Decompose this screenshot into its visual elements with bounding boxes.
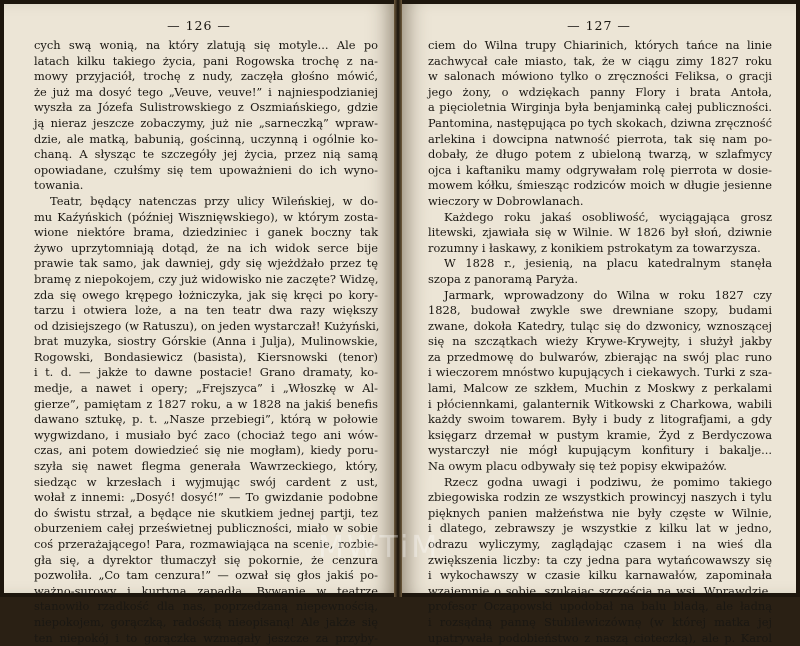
- text-line: i płóciennkami, galanternik Witkowski z Charkowa, wabili: [428, 396, 772, 411]
- right-page-text: [428, 38, 772, 646]
- text-line: jego żony, o wdziękach panny Flory i brata Antoła,: [428, 84, 772, 99]
- text-line: wieczory w Dobrowlanach.: [428, 193, 584, 208]
- text-line: i wieczorem mnóstwo kupujących i ciekawych. Turki z sza-: [428, 365, 772, 380]
- text-line: gierze”, pamiętam z 1827 roku, a w 1828 na jakiś benefis: [34, 396, 378, 411]
- text-line: W 1828 r., jesienią, na placu katedralnym stanęła: [444, 256, 772, 271]
- text-line: pozwoliła. „Co tam cenzura!” — ozwał się głos jakiś po-: [34, 568, 378, 583]
- text-line: odrazu wyliczymy, zaglądając czasem i na wieś dla: [428, 537, 772, 551]
- book-gutter: [394, 0, 402, 597]
- text-line: ciem do Wilna trupy Chiarinich, których tańce na linie: [428, 38, 772, 52]
- text-line: ten niepokój i to gorączka wzmagały jeszcze za przyby-: [34, 630, 378, 645]
- text-line: za przedmowę do bulwarów, zbierając na swój plac runo: [428, 349, 772, 364]
- text-line: gła się, a dyrektor tłumaczył się pokornie, że cenzura: [34, 552, 378, 567]
- text-line: każdy swoim towarem. Były i budy z litografjami, a gdy: [428, 412, 772, 427]
- text-line: czas, ani potem dowiedzieć się nie mogłam), kiedy poru-: [34, 443, 378, 458]
- left-page-number: — 126 —: [167, 18, 231, 33]
- text-line: i dlatego, zebrawszy je wszystkie z kilku lat w jedno,: [428, 521, 772, 536]
- text-line: mowy przyjaciół, trochę z nudy, zaczęła głośno mówić,: [34, 69, 378, 84]
- text-line: oburzeniem całej prześwietnej publiczności, miało w sobie: [34, 521, 378, 536]
- text-line: opowiadane, czułśmy się tem upoważnieni do ich wyno-: [34, 162, 378, 177]
- text-line: Teatr, będący natenczas przy ulicy Wileńskiej, w do-: [50, 193, 378, 208]
- museum-watermark: MWTiM: [318, 530, 441, 565]
- left-page: [4, 4, 394, 645]
- text-line: niepokojem, gorączką, radością nieopisaną! Ale jakże się: [34, 614, 378, 629]
- text-line: wołał z innemi: „Dosyć! dosyć!” — To gwizdanie podobne: [34, 490, 378, 505]
- text-line: zwiększenia liczby: ta czy jedna para wytańcowawszy się: [428, 552, 772, 567]
- text-line: upatrywała podobieństwo z naszą cioteczką), ale p. Karol: [428, 630, 772, 645]
- text-line: coś przerażającego! Para, rozmawiająca na scenie, rozbie-: [34, 537, 378, 551]
- text-line: mu Kaźyńskich (później Wisznięwskiego), w którym zosta-: [34, 209, 378, 224]
- text-line: lami, Malcow ze szkłem, Muchin z Moskwy z perkalami: [428, 381, 772, 396]
- text-line: wione niektóre brama, dziedziniec i ganek boczny tak: [34, 225, 378, 240]
- text-line: Na owym placu odbywały się też popisy ekwipażów.: [428, 459, 727, 474]
- text-line: szopa z panoramą Paryża.: [428, 271, 578, 286]
- text-line: latach kilku takiego życia, pani Rogowska trochę z na-: [34, 53, 378, 68]
- text-line: zachwycał całe miasto, tak, że w ciągu zimy 1827 roku: [428, 53, 772, 68]
- text-line: towania.: [34, 178, 84, 193]
- text-line: rozumny i łaskawy, z konikiem pstrokatym za towarzysza.: [428, 240, 761, 255]
- text-line: i wykochawszy w czasie kilku karnawałów, zapominała: [428, 568, 772, 583]
- text-line: wyszła za Józefa Sulistrowskiego z Oszmiańskiego, gdzie: [34, 100, 378, 115]
- text-line: zda się owego krępego łożniczyka, jak się kręci po kory-: [34, 287, 378, 302]
- text-line: dawano sztukę, p. t. „Nasze przebiegi”, którą w połowie: [34, 412, 378, 427]
- text-line: się na szczątkach wieży Krywe-Krywejty, i służył jakby: [428, 334, 772, 349]
- text-line: arlekina i dowcipna natwność pierrota, tak się nam po-: [428, 131, 772, 146]
- text-line: i rozsądną pannę Stubilewiczównę (w której matka jej: [428, 614, 772, 629]
- text-line: 1828, budował zwykle swe drewniane szopy, budami: [428, 303, 772, 318]
- text-line: żywo uprzytomniają dotąd, że na ich widok serce bije: [34, 240, 378, 255]
- text-line: wzajemnie o sobie, szukając szczęścia na wsi. Wprawdzie,: [428, 583, 772, 598]
- text-line: dzie, ale matką, babunią, gościnną, uczynną i ogólnie ko-: [34, 131, 378, 146]
- text-line: od dzisiejszego (w Ratuszu), on jeden wystarczał! Kużyński,: [34, 318, 380, 333]
- text-line: Każdego roku jakaś osobliwość, wyciągająca grosz: [444, 209, 772, 224]
- right-page-number: — 127 —: [567, 18, 631, 33]
- text-line: litewski, zjawiała się w Wilnie. W 1826 był słoń, dziwnie: [428, 225, 772, 240]
- right-page: [402, 4, 796, 645]
- text-line: wygwizdano, i musiało być zaco (chociaż tego ani wów-: [34, 427, 378, 442]
- left-page-text: [34, 38, 378, 646]
- text-line: profesor Oczapowski upodobał na balu bladą, ale ładną: [428, 599, 772, 614]
- text-line: w salonach mówiono tylko o zręczności Feliksa, o gracji: [428, 69, 772, 84]
- text-line: ojca i kaftaniku mamy odgrywałam rolę pierrota w dosie-: [428, 162, 772, 177]
- text-line: dobały, że długo potem z ubieloną twarzą, w szlafmycy: [428, 147, 772, 162]
- text-line: stanowiło rzadkość dla nas, poprzedzaną niepewnością,: [34, 599, 378, 614]
- text-line: brat muzyka, siostry Górskie (Anna i Julja), Mulinowskie,: [34, 334, 378, 349]
- text-line: Pantomina, następująca po tych skokach, dziwna zręczność: [428, 115, 772, 130]
- text-line: i t. d. — jakże to dawne postacie! Grano dramaty, ko-: [34, 365, 378, 380]
- text-line: ją nieraz jeszcze zobaczymy, już nie „sarneczką” wpraw-: [34, 115, 378, 130]
- text-line: Rzecz godna uwagi i podziwu, że pomimo takiego: [444, 474, 772, 489]
- text-line: a pięcioletnia Wirginja była benjaminką całej publiczności.: [428, 100, 772, 115]
- text-line: chaną. A słysząc te szczegóły jej życia, przez nią samą: [34, 147, 378, 162]
- text-line: cych swą wonią, na który zlatują się motyle... Ale po: [34, 38, 378, 52]
- text-line: medje, a nawet i opery; „Frejszyca” i „Włoszkę w Al-: [34, 381, 378, 396]
- text-line: że już ma dosyć tego „Veuve, veuve!” i najniespodzianiej: [34, 84, 378, 99]
- text-line: zwane, dokoła Katedry, tuląc się do dzwonicy, wznoszącej: [428, 318, 772, 333]
- text-line: do świstu strzał, a będące nie skutkiem jednej partji, tez: [34, 505, 378, 520]
- text-line: pięknych panien małżeństwa nie były częste w Wilnie,: [428, 505, 772, 520]
- text-line: prawie tak samo, jak dawniej, gdy się wjeżdżało przez tę: [34, 256, 378, 271]
- text-line: mowem kółku, śmiesząc rodziców moich w długie jesienne: [428, 178, 772, 193]
- text-line: siedząc w krzesłach i wyjmując swój cardent z ust,: [34, 474, 378, 489]
- text-line: Jarmark, wprowadzony do Wilna w roku 1827 czy: [444, 287, 772, 302]
- text-line: bramę z niepokojem, czy już widowisko nie zaczęte? Widzę,: [34, 271, 379, 286]
- text-line: szyła się nawet flegma generała Wawrzeckiego, który,: [34, 459, 378, 474]
- text-line: księgarz drzemał w pustym kramie, Żyd z Berdyczowa: [428, 427, 772, 442]
- text-line: tarzu i otwiera loże, a na ten teatr dwa razy większy: [34, 303, 378, 318]
- text-line: ważno-surowy i kurtyna zapadła. Bywanie w teatrze: [34, 583, 378, 598]
- text-line: wystarczył nie mógł kupującym konfitury i bakalje...: [428, 443, 772, 458]
- text-line: Rogowski, Bondasiewicz (basista), Kiersnowski (tenor): [34, 349, 378, 364]
- text-line: zbiegowiska rodzin ze wszystkich prowincyj naszych i tylu: [428, 490, 772, 505]
